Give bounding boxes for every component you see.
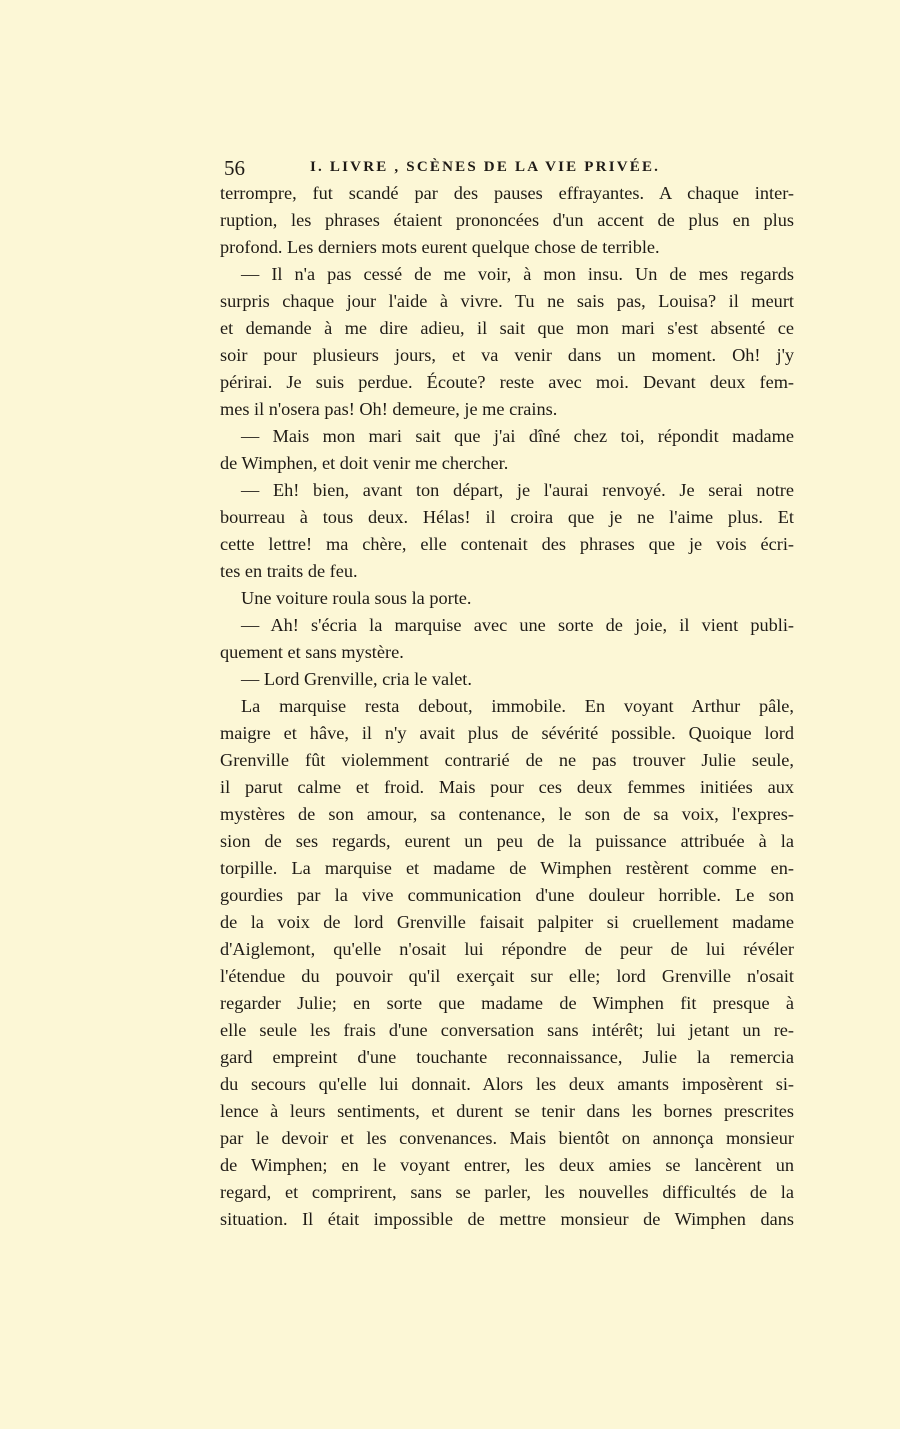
page-body-text: [220, 180, 794, 1233]
running-header: [224, 156, 794, 182]
running-head-title: I. LIVRE , SCÈNES DE LA VIE PRIVÉE.: [310, 159, 661, 175]
text-line: de la voix de lord Grenville faisait palpiter si cruellement madame: [220, 912, 794, 932]
text-line: il parut calme et froid. Mais pour ces deux femmes initiées aux: [220, 777, 794, 797]
text-line: Une voiture roula sous la porte.: [241, 588, 472, 608]
text-line: de Wimphen, et doit venir me chercher.: [220, 453, 509, 473]
text-line: — Il n'a pas cessé de me voir, à mon insu. Un de mes regards: [241, 264, 794, 284]
text-line: mystères de son amour, sa contenance, le son de sa voix, l'expres-: [220, 804, 794, 824]
text-line: terrompre, fut scandé par des pauses effrayantes. A chaque inter-: [220, 183, 794, 203]
text-line: maigre et hâve, il n'y avait plus de sévérité possible. Quoique lord: [220, 723, 794, 743]
text-line: — Ah! s'écria la marquise avec une sorte de joie, il vient publi-: [241, 615, 794, 635]
text-line: gard empreint d'une touchante reconnaissance, Julie la remercia: [220, 1047, 794, 1067]
text-line: sion de ses regards, eurent un peu de la puissance attribuée à la: [220, 831, 794, 851]
text-line: d'Aiglemont, qu'elle n'osait lui répondre de peur de lui révéler: [220, 939, 794, 959]
text-line: — Eh! bien, avant ton départ, je l'aurai renvoyé. Je serai notre: [241, 480, 794, 500]
text-line: — Lord Grenville, cria le valet.: [241, 669, 472, 689]
text-line: surpris chaque jour l'aide à vivre. Tu ne sais pas, Louisa? il meurt: [220, 291, 794, 311]
page-number: 56: [224, 156, 245, 180]
text-line: périrai. Je suis perdue. Écoute? reste avec moi. Devant deux fem-: [220, 372, 794, 392]
text-line: regard, et comprirent, sans se parler, les nouvelles difficultés de la: [220, 1182, 794, 1202]
text-line: de Wimphen; en le voyant entrer, les deux amies se lancèrent un: [220, 1155, 794, 1175]
text-line: profond. Les derniers mots eurent quelque chose de terrible.: [220, 237, 660, 257]
text-line: La marquise resta debout, immobile. En voyant Arthur pâle,: [241, 696, 794, 716]
text-line: bourreau à tous deux. Hélas! il croira que je ne l'aime plus. Et: [220, 507, 794, 527]
text-line: quement et sans mystère.: [220, 642, 404, 662]
text-line: l'étendue du pouvoir qu'il exerçait sur elle; lord Grenville n'osait: [220, 966, 794, 986]
text-line: situation. Il était impossible de mettre monsieur de Wimphen dans: [220, 1209, 794, 1229]
text-line: torpille. La marquise et madame de Wimphen restèrent comme en-: [220, 858, 794, 878]
text-line: elle seule les frais d'une conversation sans intérêt; lui jetant un re-: [220, 1020, 794, 1040]
text-line: et demande à me dire adieu, il sait que mon mari s'est absenté ce: [220, 318, 794, 338]
text-line: — Mais mon mari sait que j'ai dîné chez toi, répondit madame: [241, 426, 794, 446]
text-line: du secours qu'elle lui donnait. Alors les deux amants imposèrent si-: [220, 1074, 794, 1094]
text-line: soir pour plusieurs jours, et va venir dans un moment. Oh! j'y: [220, 345, 794, 365]
text-line: cette lettre! ma chère, elle contenait des phrases que je vois écri-: [220, 534, 794, 554]
text-line: par le devoir et les convenances. Mais bientôt on annonça monsieur: [220, 1128, 794, 1148]
text-line: mes il n'osera pas! Oh! demeure, je me crains.: [220, 399, 558, 419]
text-line: regarder Julie; en sorte que madame de Wimphen fit presque à: [220, 993, 794, 1013]
text-line: Grenville fût violemment contrarié de ne pas trouver Julie seule,: [220, 750, 794, 770]
text-line: lence à leurs sentiments, et durent se tenir dans les bornes prescrites: [220, 1101, 794, 1121]
text-line: ruption, les phrases étaient prononcées d'un accent de plus en plus: [220, 210, 794, 230]
text-line: gourdies par la vive communication d'une douleur horrible. Le son: [220, 885, 794, 905]
text-line: tes en traits de feu.: [220, 561, 358, 581]
